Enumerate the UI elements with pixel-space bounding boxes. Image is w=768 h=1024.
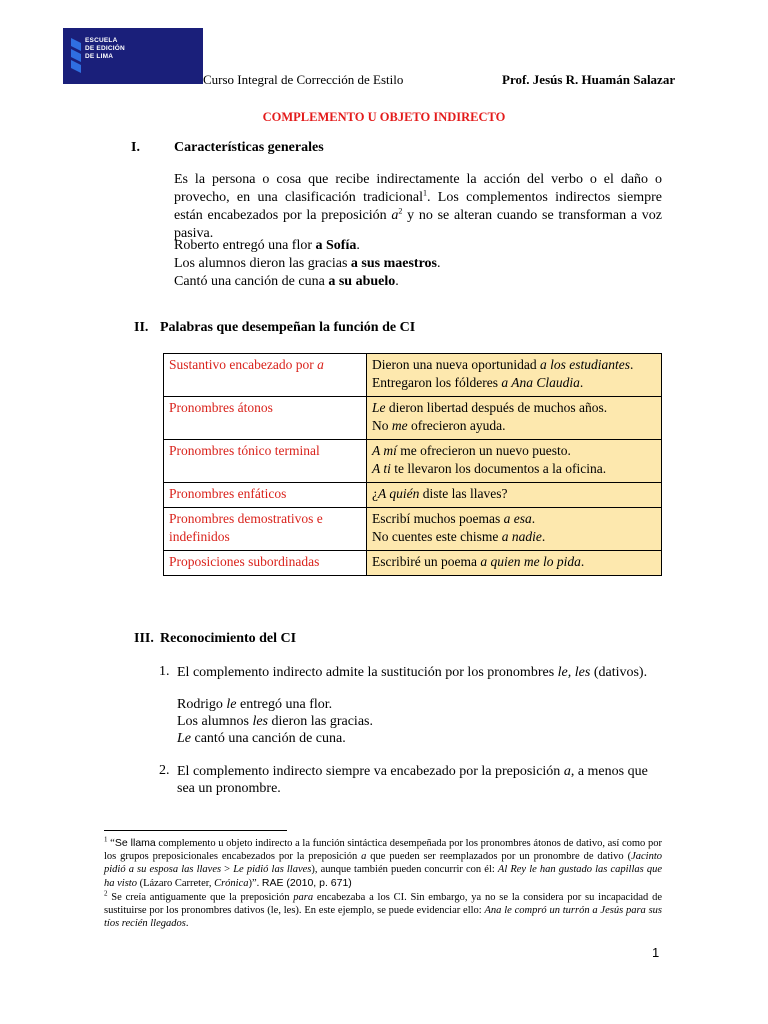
example-text: .: [395, 274, 399, 289]
ci-example-text: No cuentes este chisme: [372, 529, 502, 544]
ci-example-text: Entregaron los fólderes: [372, 375, 502, 390]
fn-text: .: [185, 918, 189, 930]
document-title: COMPLEMENTO U OBJETO INDIRECTO: [262, 110, 506, 124]
example-ci: a sus maestros: [350, 256, 437, 271]
fn-em: Al Rey le han gustado las capillas que ha visto: [104, 864, 663, 889]
fn-em: para: [293, 892, 314, 903]
example-text: cantó una canción de cuna.: [191, 731, 346, 746]
ci-example-line: [372, 399, 656, 417]
list-item-1-number: 1.: [159, 664, 170, 679]
ci-example-em: a nadie: [501, 529, 542, 544]
fn-em: a: [361, 851, 367, 863]
example-line: [174, 255, 440, 273]
ci-example-em: a quien me lo pida: [480, 554, 581, 569]
course-name: Curso Integral de Corrección de Estilo: [203, 72, 404, 87]
ci-example-em: A mí: [372, 443, 397, 458]
ci-example-cell: [367, 440, 662, 483]
ci-example-line: [372, 356, 656, 374]
ci-example-cell: [367, 551, 662, 576]
ci-example-line: [372, 510, 656, 528]
fn-text: ), aunque también pueden concurrir con él:: [311, 864, 498, 876]
ci-category-cell: [164, 354, 367, 397]
ci-example-text: diste las llaves?: [419, 486, 508, 501]
example-ci: a su abuelo: [328, 274, 396, 289]
ci-example-text: .: [579, 375, 584, 390]
ci-category-text: a: [317, 357, 324, 372]
section-2-number: II.: [134, 320, 149, 335]
dative-example: [177, 730, 346, 748]
logo-mark-icon: [70, 37, 84, 74]
logo-line-3: DE LIMA: [85, 53, 114, 60]
item-text: El complemento indirecto admite la sustitución por los pronombres: [177, 665, 558, 680]
example-line: [174, 273, 399, 291]
list-item-2-number: 2.: [159, 763, 170, 778]
ci-example-text: Escribí muchos poemas: [372, 511, 504, 526]
example-text: dieron las gracias.: [268, 714, 373, 729]
ci-example-text: .: [541, 529, 546, 544]
definition-text-c: y no se alteran cuando se transforman a voz pasiva.: [174, 208, 662, 241]
example-text: Los alumnos dieron las gracias: [174, 256, 351, 271]
example-text: Cantó una canción de cuna: [174, 274, 329, 289]
ci-category-text: Proposiciones subordinadas: [169, 554, 320, 569]
ci-example-text: Dieron una nueva oportunidad: [372, 357, 540, 372]
definition-text-a: Es la persona o cosa que recibe indirectamente la acción del verbo o el daño o provecho, en una clasificación tradicional: [174, 172, 662, 205]
item-em: a: [563, 764, 571, 779]
fn-text: complemento u objeto indirecto a la función sintáctica desempeñada por los pronombres átonos de dativo, así como por los grupos preposicionales encabezados por la preposición: [104, 838, 662, 863]
ci-table-row: [164, 508, 662, 551]
ci-example-cell: [367, 508, 662, 551]
ci-table-row: [164, 551, 662, 576]
footnote-ref-1[interactable]: 1: [422, 188, 427, 198]
example-ci: a Sofía: [315, 238, 357, 253]
ci-category-cell: [164, 551, 367, 576]
example-text: Rodrigo: [177, 697, 227, 712]
section-2-title: Palabras que desempeñan la función de CI: [160, 320, 416, 335]
dative-example: [177, 713, 373, 731]
section-1-title: Características generales: [174, 140, 324, 155]
fn-text: que pueden ser reemplazados por un pronombre de dativo (: [366, 851, 632, 863]
ci-example-em: a los estudiantes: [539, 357, 630, 372]
example-text: Los alumnos: [177, 714, 253, 729]
item-text: (dativos).: [590, 665, 648, 680]
item-text: El complemento indirecto siempre va encabezado por la preposición: [177, 764, 564, 779]
fn-text: Se llama: [114, 837, 156, 849]
fn-text: encabezaba a los CI. Sin embargo, ya no se la considera por su incapacidad de sustituirse por los pronombres dativos (le, les). En este ejemplo, se puede evidenciar ello:: [104, 892, 662, 917]
footnote-1: [104, 837, 662, 890]
ci-example-cell: [367, 397, 662, 440]
ci-example-text: te llevaron los documentos a la oficina.: [390, 461, 607, 476]
example-em: Le: [177, 731, 191, 746]
logo-line-1: ESCUELA: [85, 37, 118, 44]
ci-example-line: [372, 442, 656, 460]
ci-example-cell: [367, 354, 662, 397]
item-em: le, les: [557, 665, 591, 680]
ci-example-em: a Ana Claudia: [501, 375, 580, 390]
ci-example-text: ¿: [372, 486, 378, 501]
ci-table-row: [164, 397, 662, 440]
fn-em: Ana le compró un turrón a Jesús para sus tíos recién llegados: [104, 905, 662, 930]
fn-text: “: [107, 838, 115, 849]
section-3-number: III.: [134, 631, 154, 646]
school-logo: [63, 28, 203, 84]
fn-citation: RAE (2010, p. 671): [261, 876, 352, 889]
list-item-2-text: [177, 763, 657, 781]
dative-example: [177, 696, 332, 714]
ci-function-table: [163, 353, 662, 576]
example-text: entregó una flor.: [236, 697, 333, 712]
footnote-2: [104, 891, 662, 931]
ci-category-cell: [164, 440, 367, 483]
ci-example-line: [372, 417, 656, 435]
professor-name: Prof. Jesús R. Huamán Salazar: [502, 72, 676, 87]
logo-line-2: DE EDICIÓN: [85, 45, 125, 52]
ci-example-line: [372, 553, 656, 571]
example-em: le: [226, 697, 237, 712]
ci-example-em: a esa: [503, 511, 532, 526]
fn-text: >: [221, 864, 234, 876]
ci-table-row: [164, 354, 662, 397]
ci-category-text: Pronombres enfáticos: [169, 486, 287, 501]
example-line: [174, 237, 360, 255]
ci-category-text: Pronombres tónico terminal: [169, 443, 320, 458]
list-item-2-line2: sea un pronombre.: [177, 781, 281, 796]
section-1-number: I.: [131, 140, 140, 155]
ci-example-cell: [367, 483, 662, 508]
item-text: , a menos que: [570, 764, 648, 779]
ci-example-em: A quién: [378, 486, 420, 501]
ci-example-line: [372, 374, 656, 392]
ci-category-text: Sustantivo encabezado por: [169, 357, 318, 372]
ci-example-text: .: [629, 357, 634, 372]
list-item-1-text: [177, 664, 647, 682]
ci-example-text: ofrecieron ayuda.: [407, 418, 506, 433]
example-text: .: [436, 256, 441, 271]
footnote-2-mark: 2: [104, 889, 108, 898]
definition-text-b: . Los complementos indirectos siempre están encabezados por la preposición: [174, 190, 662, 223]
ci-table-row: [164, 440, 662, 483]
footnote-1-mark: 1: [104, 835, 108, 844]
fn-em: Crónica: [214, 877, 249, 889]
fn-em: Le pidió las llaves: [233, 864, 312, 876]
ci-example-text: .: [580, 554, 585, 569]
ci-example-line: [372, 460, 656, 478]
ci-example-text: Escribiré un poema: [372, 554, 481, 569]
ci-example-text: dieron libertad después de muchos años.: [385, 400, 608, 415]
ci-example-em: A ti: [372, 461, 391, 476]
ci-example-text: .: [531, 511, 536, 526]
page-number: 1: [652, 945, 660, 960]
section-3-title: Reconocimiento del CI: [160, 631, 297, 646]
fn-text: (Lázaro Carreter,: [136, 877, 215, 889]
footnote-separator: [104, 830, 287, 831]
ci-category-cell: [164, 397, 367, 440]
ci-category-text: Pronombres demostrativos e indefinidos: [169, 511, 323, 544]
logo-text: [85, 37, 125, 61]
ci-example-line: [372, 528, 656, 546]
ci-category-text: Pronombres átonos: [169, 400, 273, 415]
ci-category-cell: [164, 483, 367, 508]
ci-example-em: Le: [372, 400, 386, 415]
ci-example-text: me ofrecieron un nuevo puesto.: [396, 443, 571, 458]
ci-table-row: [164, 483, 662, 508]
definition-paragraph: [174, 171, 662, 243]
ci-example-line: [372, 485, 656, 503]
example-text: Roberto entregó una flor: [174, 238, 316, 253]
definition-prep: a: [391, 208, 399, 223]
example-em: les: [252, 714, 269, 729]
footnote-ref-2[interactable]: 2: [398, 206, 403, 216]
fn-text: )”.: [248, 877, 262, 889]
fn-em: Jacinto pidió a su esposa las llaves: [104, 851, 662, 876]
ci-example-text: No: [372, 418, 392, 433]
fn-text: Se creía antiguamente que la preposición: [107, 892, 294, 903]
ci-category-cell: [164, 508, 367, 551]
example-text: .: [356, 238, 360, 253]
ci-example-em: me: [391, 418, 408, 433]
